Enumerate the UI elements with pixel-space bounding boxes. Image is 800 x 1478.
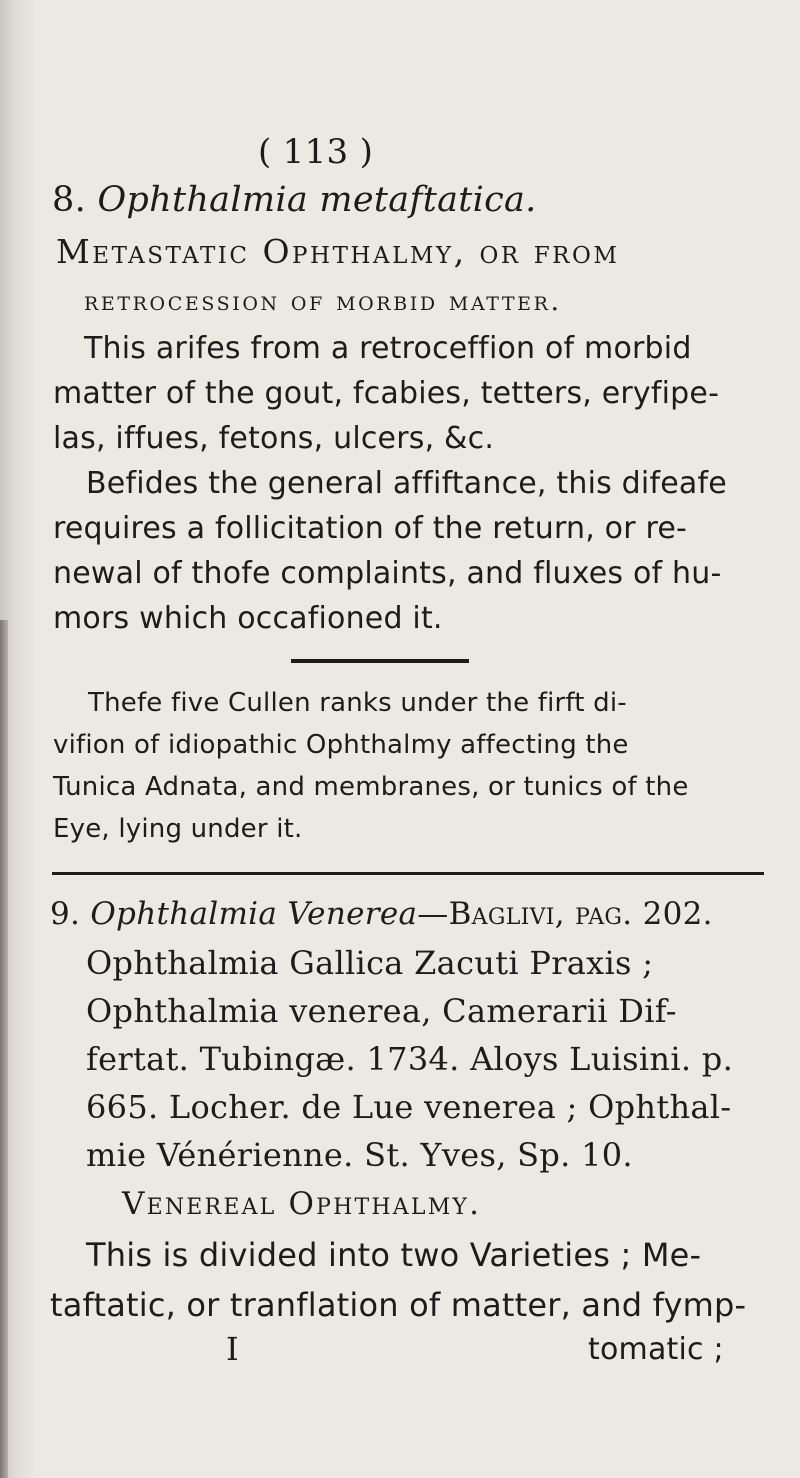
section-8-title [52, 180, 537, 220]
note-line-1: Thefe five Cullen ranks under the firft di- [88, 688, 627, 718]
page-number: ( 113 ) [258, 132, 374, 172]
para1-line-2: matter of the gout, fcabies, tetters, eryfipe- [53, 376, 720, 411]
section-8-latin-title: Ophthalmia metaftatica. [97, 180, 537, 220]
para1-line-1: This arifes from a retroceffion of morbid [84, 331, 692, 366]
note-line-2: vifion of idiopathic Ophthalmy affecting the [53, 730, 629, 760]
section-9-title [50, 896, 713, 932]
long-divider [52, 872, 764, 875]
short-divider [291, 659, 469, 663]
para3-line-1: This is divided into two Varieties ; Me- [86, 1236, 702, 1274]
section-8-heading-2: retrocession of morbid matter. [84, 286, 562, 317]
para1-line-3: las, iffues, fetons, ulcers, &c. [53, 421, 495, 456]
ref-line-1: Ophthalmia Gallica Zacuti Praxis ; [86, 944, 654, 982]
para2-line-3: newal of thofe complaints, and fluxes of hu- [53, 556, 722, 591]
ref-line-3: fertat. Tubingæ. 1734. Aloys Luisini. p. [86, 1040, 734, 1078]
section-9-latin-title: Ophthalmia Venerea [90, 896, 418, 932]
para2-line-2: requires a follicitation of the return, or re- [53, 511, 688, 546]
ref-line-2: Ophthalmia venerea, Camerarii Dif- [86, 992, 677, 1030]
section-8-heading-1: Metastatic Ophthalmy, or from [56, 232, 620, 271]
section-8-number: 8. [52, 180, 86, 220]
ref-line-5: mie Vénérienne. St. Yves, Sp. 10. [86, 1136, 633, 1174]
signature-mark: I [226, 1330, 239, 1368]
note-line-4: Eye, lying under it. [53, 814, 303, 844]
binding-edge [0, 620, 8, 1478]
note-line-3: Tunica Adnata, and membranes, or tunics of the [53, 772, 689, 802]
section-9-heading: Venereal Ophthalmy. [122, 1186, 482, 1222]
para2-line-1: Befides the general affiftance, this difeafe [86, 466, 727, 501]
para3-line-2: taftatic, or tranflation of matter, and fymp- [50, 1286, 747, 1324]
ref-line-4: 665. Locher. de Lue venerea ; Ophthal- [86, 1088, 732, 1126]
section-9-ref-baglivi: —Baglivi, pag. 202. [417, 896, 713, 932]
catchword: tomatic ; [588, 1332, 724, 1367]
para2-line-4: mors which occafioned it. [53, 601, 443, 636]
section-9-number: 9. [50, 896, 81, 932]
